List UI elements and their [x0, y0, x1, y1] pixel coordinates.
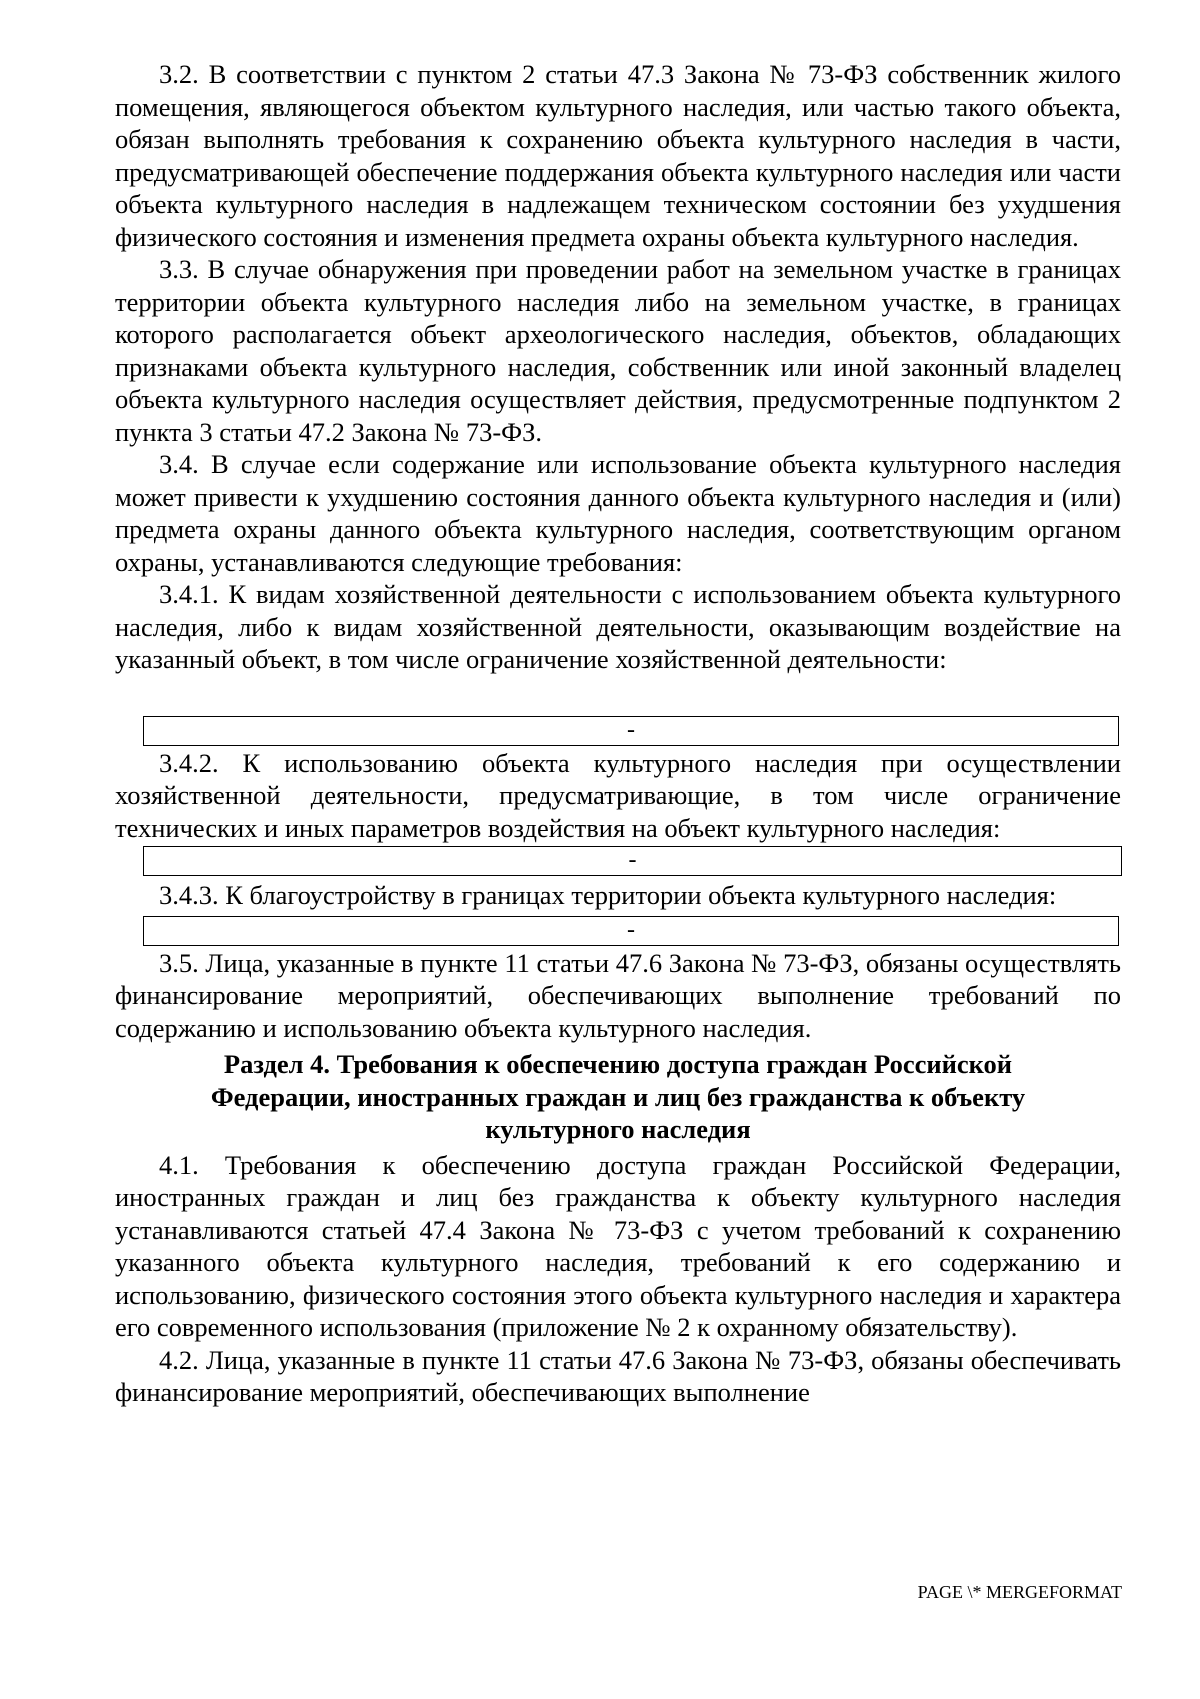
paragraph-3-4-1: 3.4.1. К видам хозяйственной деятельности с использованием объекта культурного наследия, либо к видам хозяйственной деятельности, оказывающим воздействие на указанный объект, в том числе ограничение хозяйственной деятельности: — [115, 579, 1121, 674]
requirement-box-3-4-2: - — [143, 846, 1122, 876]
paragraph-3-5: 3.5. Лица, указанные в пункте 11 статьи 47.6 Закона № 73-ФЗ, обязаны осуществлять финансирование мероприятий, обеспечивающих выполнение требований по содержанию и использованию объекта культурного наследия. — [115, 947, 1121, 1043]
paragraph-3-4-2: 3.4.2. К использованию объекта культурного наследия при осуществлении хозяйственной деятельности, предусматривающие, в том числе ограничение технических и иных параметров воздействия на объект культурного наследия: — [115, 747, 1121, 843]
page-footer: PAGE \* MERGEFORMAT — [917, 1582, 1122, 1602]
paragraph-3-4: 3.4. В случае если содержание или использование объекта культурного наследия может привести к ухудшению состояния данного объекта культурного наследия и (или) предмета охраны данного объекта культурного наследия, соответствующим органом охраны, устанавливаются следующие требования: — [115, 449, 1121, 577]
paragraph-3-2: 3.2. В соответствии с пунктом 2 статьи 47.3 Закона № 73-ФЗ собственник жилого помещения, являющегося объектом культурного наследия, или частью такого объекта, обязан выполнять требования к сохранению объекта культурного наследия в части, предусматривающей обеспечение поддержания объекта культурного наследия или части объекта культурного наследия в надлежащем техническом состоянии без ухудшения физического состояния и изменения предмета охраны объекта культурного наследия. — [115, 59, 1121, 252]
requirement-box-3-4-1: - — [143, 716, 1119, 746]
paragraph-3-3: 3.3. В случае обнаружения при проведении работ на земельном участке в границах территории объекта культурного наследия либо на земельном участке, в границах которого располагается объект археологического наследия, объектов, обладающих признаками объекта культурного наследия, собственник или иной законный владелец объекта культурного наследия осуществляет действия, предусмотренные подпунктом 2 пункта 3 статьи 47.2 Закона № 73-ФЗ. — [115, 254, 1121, 447]
requirement-box-3-4-3: - — [143, 916, 1119, 946]
paragraph-4-2: 4.2. Лица, указанные в пункте 11 статьи 47.6 Закона № 73-ФЗ, обязаны обеспечивать финансирование мероприятий, обеспечивающих выполнение — [115, 1344, 1121, 1407]
paragraph-3-4-3: 3.4.3. К благоустройству в границах территории объекта культурного наследия: — [159, 880, 1057, 910]
section-4-heading: Раздел 4. Требования к обеспечению доступа граждан Российской Федерации, иностранных граждан и лиц без гражданства к объекту культурного наследия — [210, 1049, 1026, 1144]
document-body — [115, 58, 1121, 1409]
paragraph-4-1: 4.1. Требования к обеспечению доступа граждан Российской Федерации, иностранных граждан и лиц без гражданства к объекту культурного наследия устанавливаются статьей 47.4 Закона № 73-ФЗ с учетом требований к сохранению указанного объекта культурного наследия, требований к его содержанию и использованию, физического состояния этого объекта культурного наследия и характера его современного использования (приложение № 2 к охранному обязательству). — [115, 1149, 1121, 1342]
